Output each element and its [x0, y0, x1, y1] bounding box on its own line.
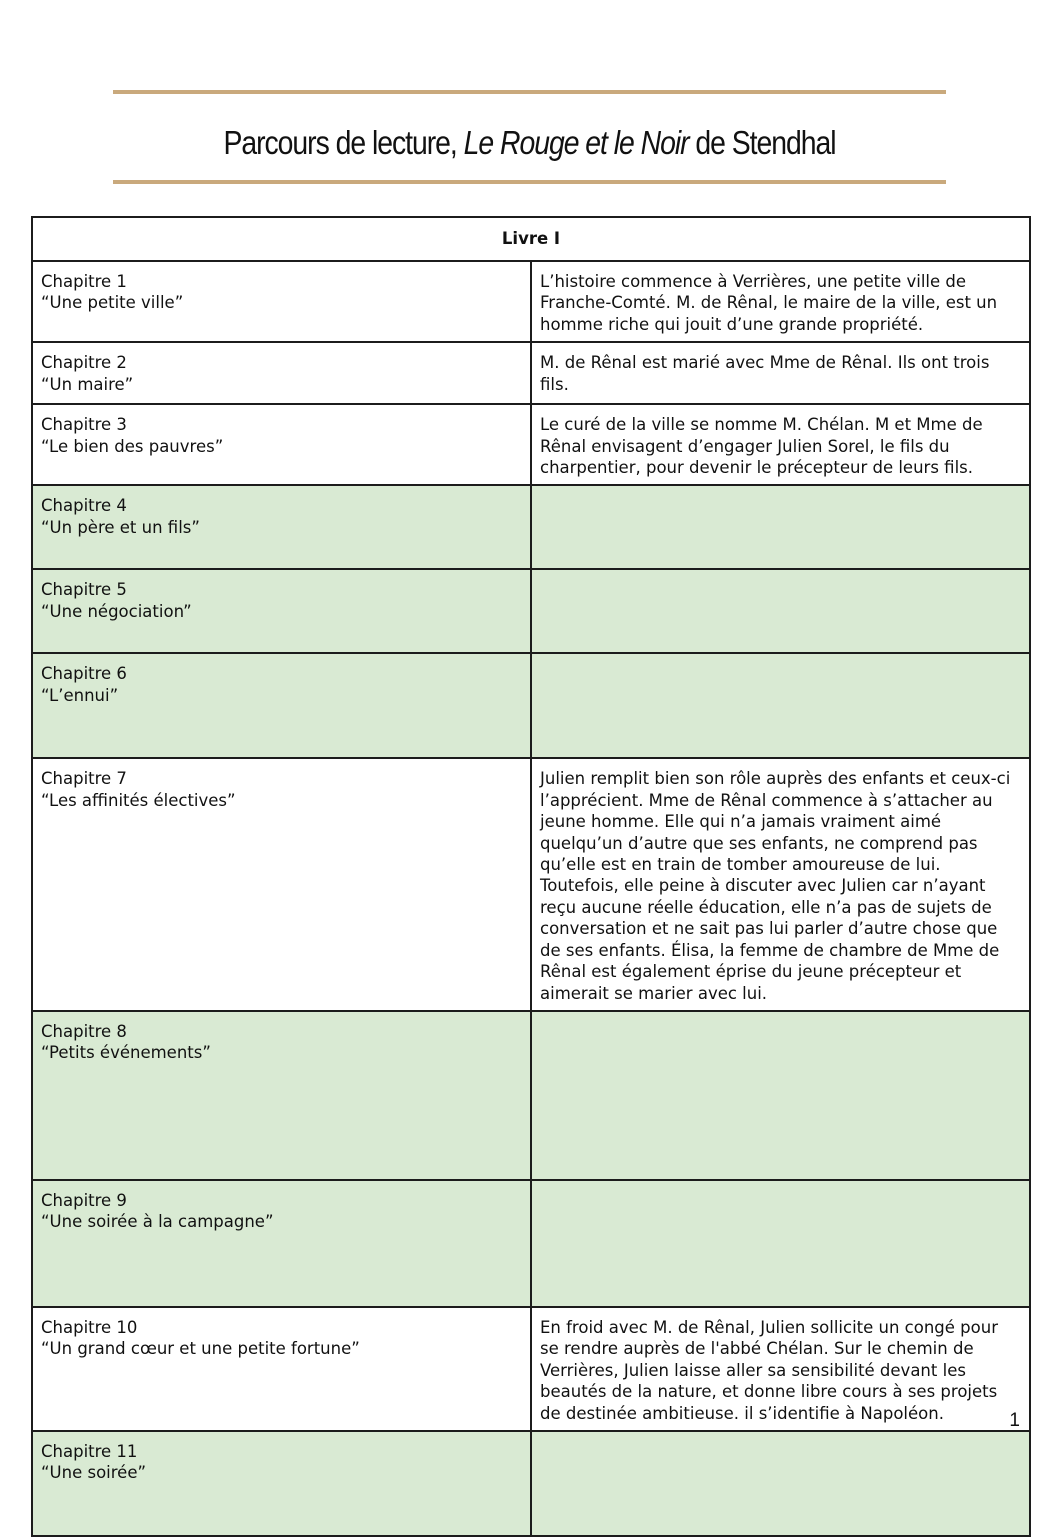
page-number: 1 — [1009, 1410, 1020, 1431]
summary-cell-empty[interactable] — [531, 1431, 1030, 1536]
table-header-livre: Livre I — [32, 217, 1030, 261]
chapter-name: Chapitre 1 — [41, 272, 127, 291]
chapter-title: “Un grand cœur et une petite fortune” — [41, 1339, 360, 1359]
chapter-cell — [32, 758, 531, 1010]
chapter-title: “Le bien des pauvres” — [41, 436, 224, 456]
chapter-cell — [32, 1180, 531, 1307]
title-work: Le Rouge et le Noir — [463, 124, 689, 161]
table-row — [32, 569, 1030, 653]
summary-cell: Julien remplit bien son rôle auprès des enfants et ceux-ci l’apprécient. Mme de Rênal commence à s’attacher au jeune homme. Elle qui n’a jamais vraiment aimé quelqu’un d’autre que ses enfants, ne comprend pas qu’elle est en train de tomber amoureuse de lui. Toutefois, elle peine à discuter avec Julien car n’ayant reçu aucune réelle éducation, elle n’a pas de sujets de conversation et ne sait pas lui parler d’autre chose que de ses enfants. Élisa, la femme de chambre de Mme de Rênal est également éprise du jeune précepteur et aimerait se marier avec lui. — [531, 758, 1030, 1010]
table-row — [32, 758, 1030, 1010]
chapter-title: “Petits événements” — [41, 1043, 211, 1063]
table-row — [32, 1307, 1030, 1431]
title-bottom-rule — [113, 180, 946, 184]
chapter-name: Chapitre 7 — [41, 769, 127, 789]
chapter-name: Chapitre 10 — [41, 1317, 138, 1337]
chapter-cell — [32, 653, 531, 758]
chapter-title: “Une petite ville” — [41, 293, 184, 313]
chapter-cell — [32, 1307, 531, 1431]
summary-cell-empty[interactable] — [531, 569, 1030, 653]
chapter-name: Chapitre 11 — [41, 1441, 138, 1461]
chapter-name: Chapitre 5 — [41, 580, 127, 600]
table-row — [32, 653, 1030, 758]
chapter-name: Chapitre 4 — [41, 496, 127, 516]
summary-cell: M. de Rênal est marié avec Mme de Rênal. Ils ont trois fils. — [531, 342, 1030, 404]
chapter-title: “Une négociation” — [41, 601, 192, 621]
chapter-title: “L’ennui” — [41, 685, 119, 705]
reading-table — [31, 216, 1031, 1537]
chapter-title: “Une soirée à la campagne” — [41, 1212, 274, 1232]
chapter-cell — [32, 1431, 531, 1536]
page-title — [171, 118, 887, 168]
chapter-title: “Un maire” — [41, 374, 134, 394]
title-prefix: Parcours de lecture, — [223, 124, 464, 161]
summary-cell-empty[interactable] — [531, 485, 1030, 569]
summary-cell: Le curé de la ville se nomme M. Chélan. M et Mme de Rênal envisagent d’engager Julien Sorel, le fils du charpentier, pour devenir le précepteur de leurs fils. — [531, 404, 1030, 485]
summary-cell: En froid avec M. de Rênal, Julien sollicite un congé pour se rendre auprès de l'abbé Chélan. Sur le chemin de Verrières, Julien laisse aller sa sensibilité devant les beautés de la nature, et donne libre cours à ses projets de destinée ambitieuse. il s’identifie à Napoléon. — [531, 1307, 1030, 1431]
chapter-cell — [32, 261, 531, 342]
chapter-title: “Les affinités électives” — [41, 790, 236, 810]
chapter-name: Chapitre 6 — [41, 664, 127, 684]
summary-cell-empty[interactable] — [531, 1011, 1030, 1180]
chapter-cell — [32, 1011, 531, 1180]
chapter-cell — [32, 342, 531, 404]
table-header-row — [32, 217, 1030, 261]
chapter-cell — [32, 569, 531, 653]
table-row — [32, 261, 1030, 342]
table-row — [32, 1011, 1030, 1180]
title-suffix: de Stendhal — [688, 124, 836, 161]
chapter-name: Chapitre 8 — [41, 1021, 127, 1041]
chapter-name: Chapitre 2 — [41, 353, 127, 373]
chapter-cell — [32, 485, 531, 569]
chapter-title: “Un père et un fils” — [41, 517, 200, 537]
summary-cell-empty[interactable] — [531, 1180, 1030, 1307]
table-row — [32, 342, 1030, 404]
chapter-name: Chapitre 3 — [41, 415, 127, 435]
table-row — [32, 404, 1030, 485]
chapter-name: Chapitre 9 — [41, 1190, 127, 1210]
summary-cell: L’histoire commence à Verrières, une petite ville de Franche-Comté. M. de Rênal, le maire de la ville, est un homme riche qui jouit d’une grande propriété. — [531, 261, 1030, 342]
table-row — [32, 1180, 1030, 1307]
chapter-title: “Une soirée” — [41, 1463, 147, 1483]
chapter-cell — [32, 404, 531, 485]
summary-cell-empty[interactable] — [531, 653, 1030, 758]
title-top-rule — [113, 90, 946, 94]
table-row — [32, 485, 1030, 569]
table-row — [32, 1431, 1030, 1536]
